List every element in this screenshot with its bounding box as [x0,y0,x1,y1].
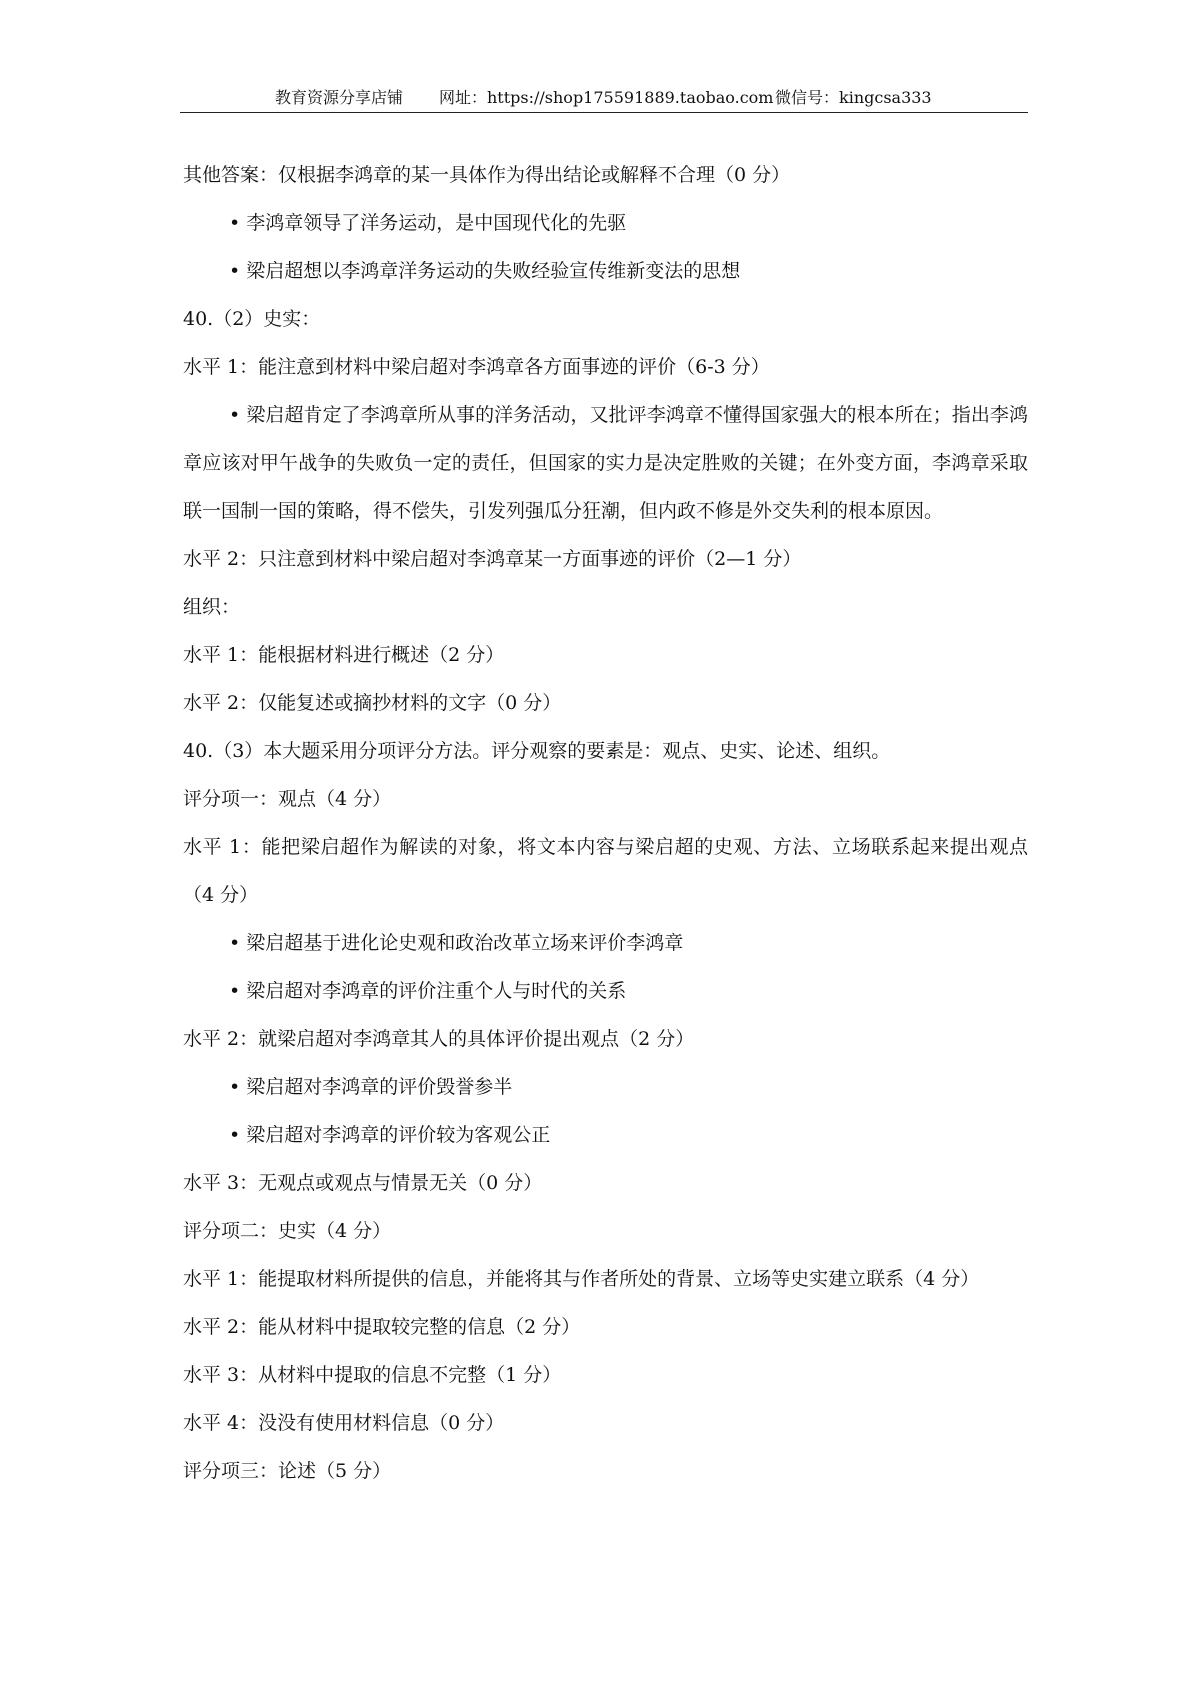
bullet-item: • 梁启超想以李鸿章洋务运动的失败经验宣传维新变法的思想 [229,260,741,282]
bullet-paragraph: • 梁启超肯定了李鸿章所从事的洋务活动，又批评李鸿章不懂得国家强大的根本所在；指出李鸿章应该对甲午战争的失败负一定的责任，但国家的实力是决定胜败的关键；在外变方面，李鸿章采取联一国制一国的策略，得不偿失，引发列强瓜分狂潮，但内政不修是外交失利的根本原因。 [183,404,1028,522]
text-line: 水平 1：能根据材料进行概述（2 分） [183,644,505,666]
bullet-item: • 梁启超对李鸿章的评价注重个人与时代的关系 [229,980,627,1002]
header-url: 网址：https://shop175591889.taobao.com [439,88,774,107]
bullet-item: • 梁启超基于进化论史观和政治改革立场来评价李鸿章 [229,932,684,954]
section-heading: 40.（2）史实： [183,308,321,330]
text-line: 水平 2：仅能复述或摘抄材料的文字（0 分） [183,692,562,714]
section-heading: 组织： [183,596,241,618]
header-shop-name: 教育资源分享店铺 [275,88,404,107]
header-wechat: 微信号：kingcsa333 [775,88,932,107]
bullet-item: • 梁启超对李鸿章的评价毁誉参半 [229,1076,513,1098]
text-line: 水平 4：没没有使用材料信息（0 分） [183,1412,505,1434]
text-line: 水平 1：能注意到材料中梁启超对李鸿章各方面事迹的评价（6-3 分） [183,356,770,378]
bullet-item: • 李鸿章领导了洋务运动，是中国现代化的先驱 [229,212,627,234]
text-paragraph: 水平 1：能提取材料所提供的信息，并能将其与作者所处的背景、立场等史实建立联系（4 分） [183,1268,980,1290]
page-header [180,84,1028,113]
scoring-item-heading: 评分项三：论述（5 分） [183,1460,392,1482]
text-line: 水平 3：无观点或观点与情景无关（0 分） [183,1172,543,1194]
bullet-item: • 梁启超对李鸿章的评价较为客观公正 [229,1124,551,1146]
scoring-item-heading: 评分项二：史实（4 分） [183,1220,392,1242]
text-line: 水平 2：就梁启超对李鸿章其人的具体评价提出观点（2 分） [183,1028,695,1050]
document-body [183,151,1028,1495]
text-line: 水平 2：能从材料中提取较完整的信息（2 分） [183,1316,581,1338]
text-line: 其他答案：仅根据李鸿章的某一具体作为得出结论或解释不合理（0 分） [183,164,791,186]
text-line: 水平 2：只注意到材料中梁启超对李鸿章某一方面事迹的评价（2—1 分） [183,548,802,570]
scoring-item-heading: 评分项一：观点（4 分） [183,788,392,810]
section-heading: 40.（3）本大题采用分项评分方法。评分观察的要素是：观点、史实、论述、组织。 [183,740,891,762]
text-paragraph: 水平 1：能把梁启超作为解读的对象，将文本内容与梁启超的史观、方法、立场联系起来提出观点（4 分） [183,836,1028,906]
text-line: 水平 3：从材料中提取的信息不完整（1 分） [183,1364,562,1386]
